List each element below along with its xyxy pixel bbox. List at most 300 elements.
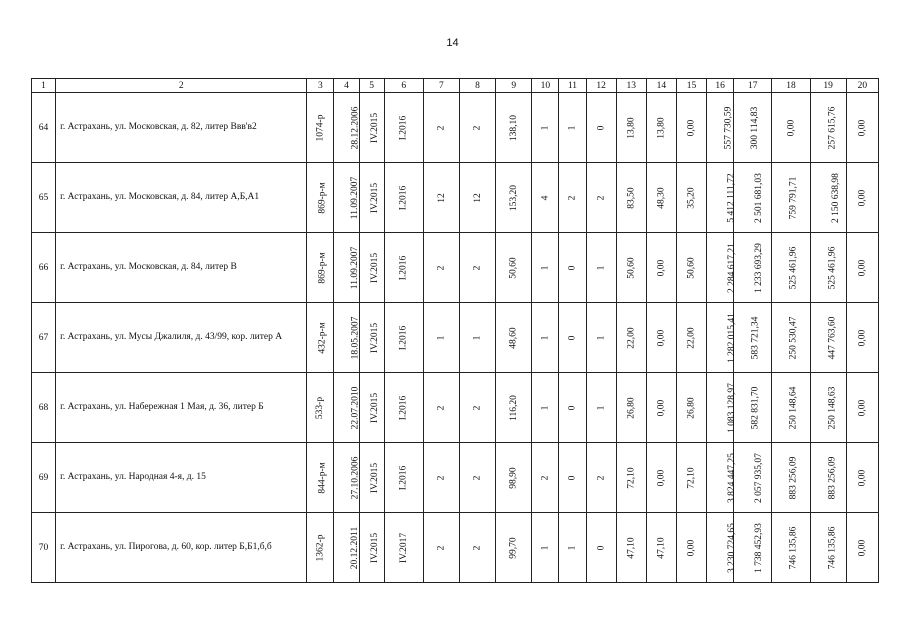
table-cell-col-18 — [772, 303, 810, 373]
column-header-12: 12 — [586, 79, 616, 93]
table-cell-col-20 — [846, 373, 878, 443]
cell-text: IV.2015 — [369, 532, 380, 563]
table-cell-col-11 — [559, 513, 586, 583]
cell-text: 300 114,83 — [750, 106, 761, 149]
table-cell-col-20 — [846, 443, 878, 513]
cell-text: 1 — [540, 125, 551, 130]
cell-text: 250 148,64 — [788, 386, 799, 429]
cell-text: 869-р-м — [317, 251, 328, 284]
cell-text: I.2016 — [398, 395, 409, 420]
table-cell-col-13 — [616, 513, 646, 583]
table-cell-col-7 — [423, 373, 459, 443]
table-cell-col-16 — [707, 303, 738, 373]
cell-text: 65 — [38, 192, 49, 203]
cell-text: 759 791,71 — [788, 176, 799, 219]
table-cell-col-9 — [496, 163, 532, 233]
cell-text: 99,70 — [508, 536, 519, 559]
cell-text: 2 284 617,21 — [727, 242, 738, 293]
table-cell-col-19 — [810, 93, 846, 163]
cell-text: IV.2015 — [369, 392, 380, 423]
cell-text: 18.05.2007 — [350, 316, 361, 359]
cell-text: 2 — [436, 265, 447, 270]
table-cell-col-13 — [616, 93, 646, 163]
cell-text: 746 135,86 — [788, 526, 799, 569]
cell-text: 0,00 — [656, 259, 667, 276]
cell-text: 26,80 — [686, 396, 697, 419]
cell-text: 0,00 — [857, 469, 868, 486]
cell-text: 68 — [38, 402, 49, 413]
cell-text: г. Астрахань, ул. Московская, д. 82, литер Ввв'в2 — [60, 122, 257, 132]
column-header-18: 18 — [772, 79, 810, 93]
cell-text: 883 256,09 — [826, 456, 837, 499]
cell-text: 0,00 — [857, 399, 868, 416]
table-cell-col-4 — [334, 93, 359, 163]
cell-text: 0,00 — [857, 189, 868, 206]
table-cell-col-16 — [707, 93, 734, 163]
table-cell-col-17 — [734, 373, 772, 443]
cell-text: 13,80 — [626, 116, 637, 139]
table-cell-col-4 — [334, 373, 359, 443]
cell-text: 72,10 — [626, 466, 637, 489]
table-cell-col-19 — [810, 513, 846, 583]
table-cell-col-16 — [707, 373, 738, 443]
table-cell-col-15 — [676, 233, 706, 303]
cell-text: 0 — [567, 335, 578, 340]
cell-text: 2 150 638,98 — [830, 172, 841, 223]
cell-text: 1 — [596, 265, 607, 270]
table-cell-col-5 — [359, 303, 384, 373]
table-cell-col-18 — [772, 163, 810, 233]
cell-text: 1 — [596, 335, 607, 340]
cell-text: 50,60 — [686, 256, 697, 279]
table-cell-col-13 — [616, 163, 646, 233]
cell-text: 0 — [596, 545, 607, 550]
cell-text: 1 282 015,41 — [727, 312, 738, 363]
table-cell-col-2 — [56, 233, 307, 303]
table-cell-col-8 — [459, 93, 495, 163]
column-header-16: 16 — [707, 79, 734, 93]
column-header-5: 5 — [359, 79, 384, 93]
cell-text: 883 256,09 — [788, 456, 799, 499]
table-cell-col-5 — [359, 373, 384, 443]
cell-text: 5 412 111,72 — [726, 172, 737, 223]
table-cell-col-7 — [423, 443, 459, 513]
column-header-6: 6 — [384, 79, 423, 93]
table-cell-col-6 — [384, 373, 423, 443]
cell-text: 26,80 — [626, 396, 637, 419]
cell-text: 844-р-м — [317, 461, 328, 494]
cell-text: 22,00 — [626, 326, 637, 349]
table-cell-col-17 — [734, 233, 772, 303]
cell-text: г. Астрахань, ул. Набережная 1 Мая, д. 36, литер Б — [60, 402, 264, 412]
cell-text: 0,00 — [785, 119, 796, 136]
cell-text: 13,80 — [656, 116, 667, 139]
table-cell-col-5 — [359, 233, 384, 303]
table-cell-col-9 — [496, 373, 532, 443]
cell-text: IV.2015 — [369, 112, 380, 143]
table-cell-col-18 — [772, 513, 810, 583]
table-cell-col-18 — [772, 93, 810, 163]
table-cell-col-14 — [646, 513, 676, 583]
table-cell-col-2 — [56, 443, 307, 513]
table-cell-col-20 — [846, 233, 878, 303]
column-header-7: 7 — [423, 79, 459, 93]
table-cell-col-3 — [307, 163, 334, 233]
column-header-2: 2 — [56, 79, 307, 93]
table-cell-col-4 — [334, 233, 359, 303]
cell-text: 1 — [436, 335, 447, 340]
table-cell-col-19 — [810, 163, 846, 233]
table-cell-col-19 — [810, 373, 846, 443]
table-cell-col-5 — [359, 513, 384, 583]
table-row — [32, 93, 879, 163]
cell-text: 2 — [596, 475, 607, 480]
cell-text: 1 — [472, 335, 483, 340]
cell-text: 2 — [472, 475, 483, 480]
table-cell-col-16 — [707, 513, 738, 583]
cell-text: 22,00 — [686, 326, 697, 349]
table-cell-col-10 — [532, 373, 559, 443]
table-cell-col-10 — [532, 163, 559, 233]
cell-text: 98,90 — [508, 466, 519, 489]
table-cell-col-8 — [459, 443, 495, 513]
cell-text: 0,00 — [857, 119, 868, 136]
table-cell-col-6 — [384, 93, 423, 163]
cell-text: IV.2015 — [369, 462, 380, 493]
table-row — [32, 233, 879, 303]
table-cell-col-3 — [307, 233, 334, 303]
cell-text: г. Астрахань, ул. Народная 4-я, д. 15 — [60, 472, 206, 482]
cell-text: 0,00 — [686, 119, 697, 136]
cell-text: 557 730,59 — [723, 106, 734, 149]
cell-text: 1 — [540, 405, 551, 410]
cell-text: 2 — [436, 125, 447, 130]
cell-text: 35,20 — [686, 186, 697, 209]
cell-text: 11.09.2007 — [350, 246, 361, 289]
table-cell-col-1 — [32, 443, 56, 513]
table-cell-col-13 — [616, 233, 646, 303]
table-cell-col-1 — [32, 93, 56, 163]
table-cell-col-10 — [532, 93, 559, 163]
table-cell-col-3 — [307, 303, 334, 373]
table-cell-col-12 — [586, 93, 616, 163]
cell-text: 4 — [540, 195, 551, 200]
table-cell-col-11 — [559, 303, 586, 373]
table-cell-col-12 — [586, 513, 616, 583]
cell-text: 0,00 — [686, 539, 697, 556]
cell-text: 138,10 — [508, 114, 519, 141]
table-cell-col-5 — [359, 163, 384, 233]
table-cell-col-8 — [459, 163, 495, 233]
cell-text: 0,00 — [857, 539, 868, 556]
table-cell-col-2 — [56, 373, 307, 443]
cell-text: 64 — [38, 122, 49, 133]
table-cell-col-9 — [496, 303, 532, 373]
cell-text: I.2016 — [398, 185, 409, 210]
cell-text: 2 057 935,07 — [754, 452, 765, 503]
column-header-10: 10 — [532, 79, 559, 93]
table-cell-col-12 — [586, 233, 616, 303]
table-cell-col-8 — [459, 303, 495, 373]
cell-text: 1 — [596, 405, 607, 410]
cell-text: 432-р-м — [317, 321, 328, 354]
cell-text: 0 — [567, 265, 578, 270]
table-cell-col-12 — [586, 163, 616, 233]
cell-text: г. Астрахань, ул. Московская, д. 84, литер В — [60, 262, 237, 272]
cell-text: 72,10 — [686, 466, 697, 489]
cell-text: 3 230 724,65 — [727, 522, 738, 573]
table-cell-col-20 — [846, 93, 878, 163]
cell-text: 525 461,96 — [788, 246, 799, 289]
table-cell-col-2 — [56, 513, 307, 583]
table-cell-col-13 — [616, 373, 646, 443]
table-cell-col-7 — [423, 93, 459, 163]
table-cell-col-19 — [810, 233, 846, 303]
cell-text: 48,60 — [508, 326, 519, 349]
table-cell-col-10 — [532, 443, 559, 513]
cell-text: 12 — [436, 192, 447, 203]
table-cell-col-10 — [532, 303, 559, 373]
table-cell-col-14 — [646, 373, 676, 443]
column-header-17: 17 — [734, 79, 772, 93]
table-row — [32, 163, 879, 233]
table-cell-col-15 — [676, 93, 706, 163]
cell-text: 1074-р — [315, 114, 326, 141]
cell-text: 0,00 — [656, 469, 667, 486]
cell-text: IV.2015 — [369, 322, 380, 353]
column-header-4: 4 — [334, 79, 359, 93]
table-cell-col-3 — [307, 93, 334, 163]
table-cell-col-9 — [496, 443, 532, 513]
cell-text: I.2016 — [398, 465, 409, 490]
table-cell-col-9 — [496, 233, 532, 303]
table-cell-col-4 — [334, 163, 359, 233]
cell-text: 583 721,34 — [750, 316, 761, 359]
table-cell-col-20 — [846, 303, 878, 373]
housing-data-table — [31, 78, 879, 583]
table-cell-col-7 — [423, 303, 459, 373]
table-cell-col-5 — [359, 93, 384, 163]
header-row — [32, 79, 879, 93]
table-cell-col-17 — [734, 513, 772, 583]
cell-text: 0 — [567, 405, 578, 410]
cell-text: 2 — [436, 545, 447, 550]
table-row — [32, 303, 879, 373]
cell-text: 50,60 — [508, 256, 519, 279]
column-header-20: 20 — [846, 79, 878, 93]
cell-text: IV.2015 — [369, 182, 380, 213]
cell-text: 2 501 681,03 — [754, 172, 765, 223]
cell-text: 1362-р — [315, 534, 326, 561]
table-cell-col-12 — [586, 373, 616, 443]
column-header-19: 19 — [810, 79, 846, 93]
table-cell-col-7 — [423, 163, 459, 233]
cell-text: 22.07.2010 — [350, 386, 361, 429]
table-cell-col-20 — [846, 513, 878, 583]
table-cell-col-8 — [459, 513, 495, 583]
cell-text: 2 — [472, 265, 483, 270]
table-cell-col-6 — [384, 443, 423, 513]
column-header-11: 11 — [559, 79, 586, 93]
table-row — [32, 373, 879, 443]
table-cell-col-1 — [32, 233, 56, 303]
cell-text: 153,20 — [508, 184, 519, 211]
table-cell-col-12 — [586, 303, 616, 373]
cell-text: 746 135,86 — [826, 526, 837, 569]
cell-text: 1 — [540, 335, 551, 340]
table-cell-col-14 — [646, 93, 676, 163]
table-cell-col-6 — [384, 513, 423, 583]
table-cell-col-14 — [646, 443, 676, 513]
cell-text: 2 — [596, 195, 607, 200]
cell-text: 0,00 — [656, 399, 667, 416]
column-header-14: 14 — [646, 79, 676, 93]
table-cell-col-2 — [56, 163, 307, 233]
table-cell-col-11 — [559, 163, 586, 233]
table-cell-col-9 — [496, 513, 532, 583]
cell-text: 0 — [596, 125, 607, 130]
table-cell-col-14 — [646, 163, 676, 233]
table-cell-col-20 — [846, 163, 878, 233]
table-cell-col-18 — [772, 443, 810, 513]
cell-text: 27.10.2006 — [350, 456, 361, 499]
cell-text: 47,10 — [626, 536, 637, 559]
cell-text: г. Астрахань, ул. Мусы Джалиля, д. 43/99, кор. литер А — [60, 332, 283, 342]
table-cell-col-9 — [496, 93, 532, 163]
table-cell-col-17 — [734, 303, 772, 373]
cell-text: I.2016 — [398, 115, 409, 140]
cell-text: 28.12.2006 — [350, 106, 361, 149]
cell-text: 2 — [540, 475, 551, 480]
cell-text: 50,60 — [626, 256, 637, 279]
table-cell-col-1 — [32, 163, 56, 233]
cell-text: 525 461,96 — [826, 246, 837, 289]
table-cell-col-16 — [707, 233, 738, 303]
table-cell-col-14 — [646, 303, 676, 373]
column-header-9: 9 — [496, 79, 532, 93]
table-cell-col-15 — [676, 443, 706, 513]
table-cell-col-15 — [676, 303, 706, 373]
table-cell-col-15 — [676, 373, 706, 443]
cell-text: 3 824 447,25 — [727, 452, 738, 503]
table-cell-col-18 — [772, 233, 810, 303]
cell-text: I.2016 — [398, 325, 409, 350]
cell-text: 66 — [38, 262, 49, 273]
column-header-8: 8 — [459, 79, 495, 93]
table-cell-col-1 — [32, 373, 56, 443]
table-cell-col-16 — [707, 163, 737, 233]
table-cell-col-2 — [56, 93, 307, 163]
table-cell-col-5 — [359, 443, 384, 513]
table-cell-col-8 — [459, 373, 495, 443]
cell-text: 582 831,70 — [750, 386, 761, 429]
cell-text: 70 — [38, 542, 49, 553]
cell-text: г. Астрахань, ул. Московская, д. 84, литер А,Б,А1 — [60, 192, 260, 202]
cell-text: 67 — [38, 332, 49, 343]
cell-text: 69 — [38, 472, 49, 483]
cell-text: 20.12.2011 — [350, 526, 361, 569]
cell-text: 12 — [472, 192, 483, 203]
table-cell-col-8 — [459, 233, 495, 303]
table-cell-col-3 — [307, 513, 334, 583]
table-row — [32, 443, 879, 513]
table-cell-col-12 — [586, 443, 616, 513]
cell-text: IV.2015 — [369, 252, 380, 283]
cell-text: 257 615,76 — [826, 106, 837, 149]
cell-text: I.2016 — [398, 255, 409, 280]
table-cell-col-2 — [56, 303, 307, 373]
cell-text: 1 — [567, 125, 578, 130]
column-header-13: 13 — [616, 79, 646, 93]
table-cell-col-17 — [734, 163, 772, 233]
cell-text: 11.09.2007 — [350, 176, 361, 219]
cell-text: 2 — [472, 405, 483, 410]
cell-text: 0 — [567, 475, 578, 480]
cell-text: 0,00 — [857, 259, 868, 276]
page-number: 14 — [446, 37, 459, 49]
cell-text: 83,50 — [626, 186, 637, 209]
table-cell-col-6 — [384, 163, 423, 233]
cell-text: 2 — [567, 195, 578, 200]
table-cell-col-11 — [559, 93, 586, 163]
cell-text: 2 — [436, 405, 447, 410]
column-header-1: 1 — [32, 79, 56, 93]
column-header-15: 15 — [676, 79, 706, 93]
table-cell-col-13 — [616, 303, 646, 373]
table-cell-col-6 — [384, 303, 423, 373]
table-cell-col-7 — [423, 233, 459, 303]
cell-text: 2 — [436, 475, 447, 480]
cell-text: 250 148,63 — [826, 386, 837, 429]
cell-text: IV.2017 — [398, 532, 409, 563]
table-cell-col-4 — [334, 443, 359, 513]
cell-text: 2 — [472, 545, 483, 550]
table-cell-col-1 — [32, 303, 56, 373]
table-row — [32, 513, 879, 583]
table-cell-col-19 — [810, 303, 846, 373]
table-cell-col-11 — [559, 233, 586, 303]
cell-text: 116,20 — [508, 394, 519, 421]
cell-text: 1 233 693,29 — [754, 242, 765, 293]
cell-text: 2 — [472, 125, 483, 130]
table-cell-col-17 — [734, 93, 772, 163]
table-body — [32, 93, 879, 583]
cell-text: 533-р — [315, 396, 326, 419]
table-cell-col-14 — [646, 233, 676, 303]
table-cell-col-11 — [559, 443, 586, 513]
table-cell-col-16 — [707, 443, 738, 513]
table-cell-col-13 — [616, 443, 646, 513]
table-cell-col-3 — [307, 443, 334, 513]
cell-text: 1 — [540, 265, 551, 270]
cell-text: 1 — [567, 545, 578, 550]
table-cell-col-7 — [423, 513, 459, 583]
cell-text: 48,30 — [656, 186, 667, 209]
table-cell-col-4 — [334, 513, 359, 583]
table-cell-col-18 — [772, 373, 810, 443]
cell-text: 1 083 128,97 — [727, 382, 738, 433]
cell-text: 47,10 — [656, 536, 667, 559]
table-cell-col-17 — [734, 443, 772, 513]
table-cell-col-6 — [384, 233, 423, 303]
table-cell-col-15 — [676, 513, 706, 583]
cell-text: 1 — [540, 545, 551, 550]
table-cell-col-4 — [334, 303, 359, 373]
cell-text: 0,00 — [857, 329, 868, 346]
cell-text: 869-р-м — [317, 181, 328, 214]
cell-text: 447 763,60 — [826, 316, 837, 359]
table-cell-col-19 — [810, 443, 846, 513]
